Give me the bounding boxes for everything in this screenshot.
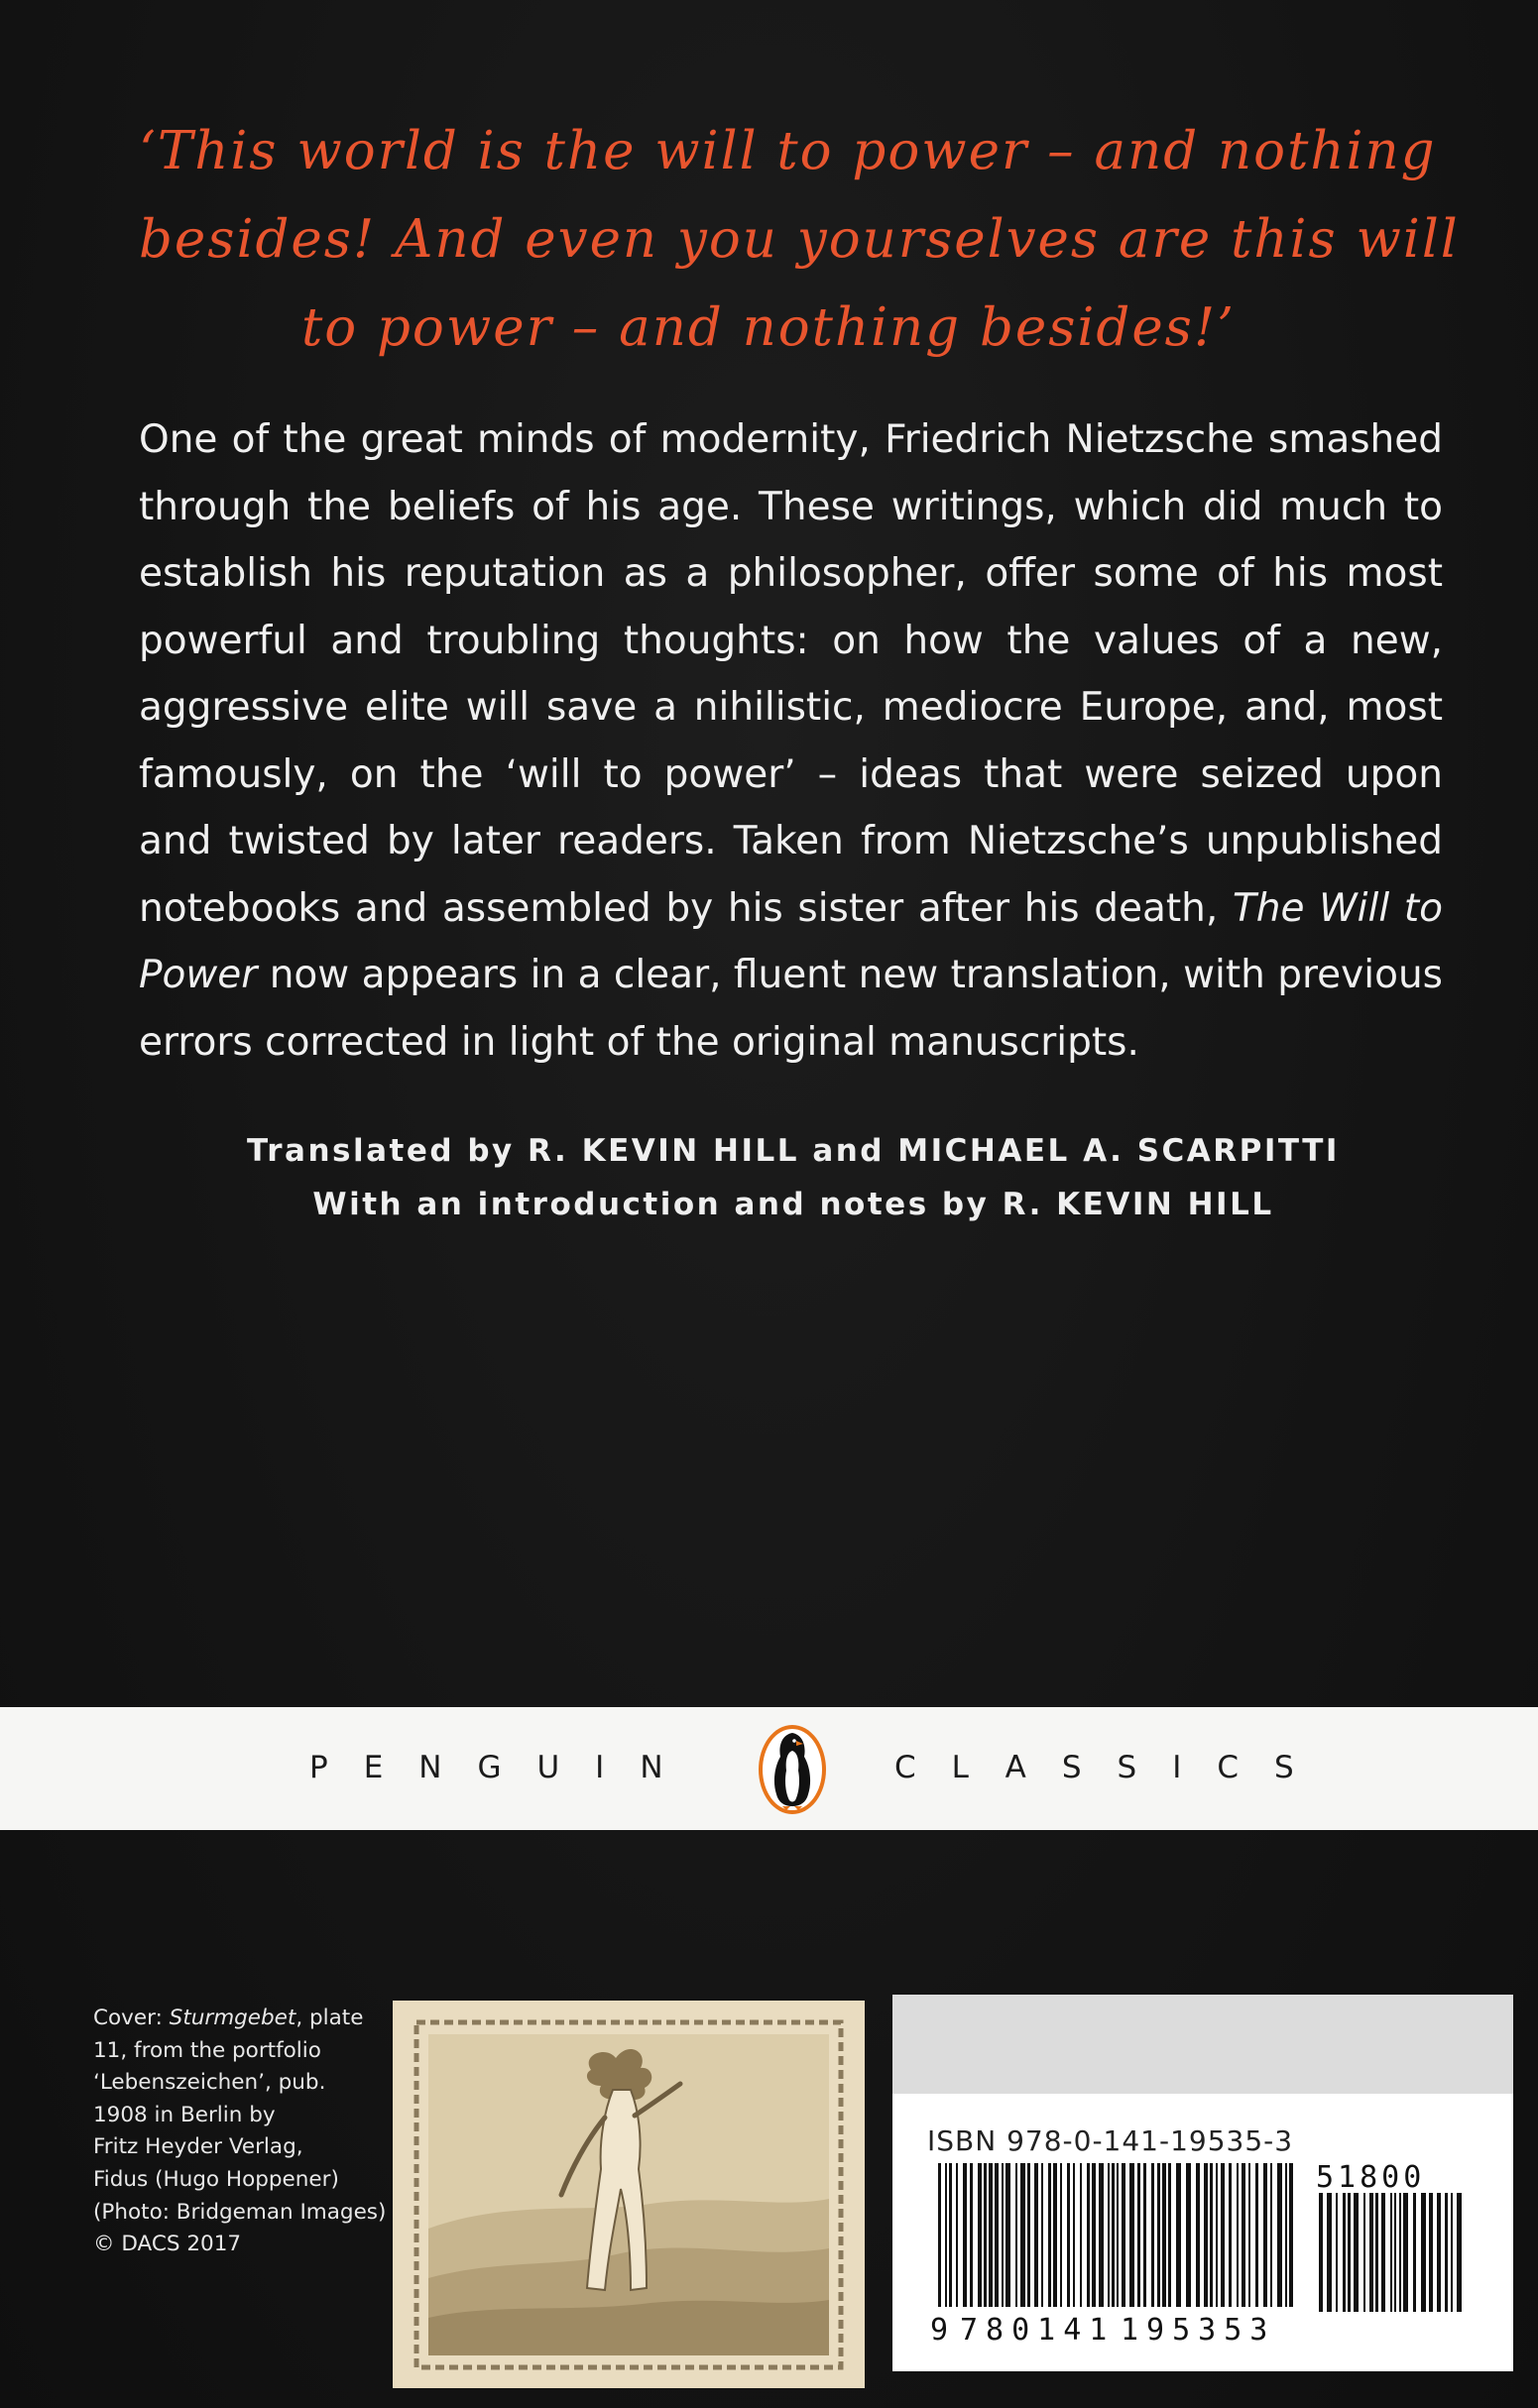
barcode-bar xyxy=(945,2163,947,2307)
barcode-bar xyxy=(1027,2163,1030,2307)
barcode-bar xyxy=(1451,2193,1453,2312)
blurb-line: powerful and troubling thoughts: on how the values of a new, xyxy=(139,618,1443,663)
barcode-bar xyxy=(1421,2193,1426,2312)
barcode-bar xyxy=(1006,2163,1010,2307)
barcode-bar xyxy=(1242,2163,1245,2307)
barcode-bar xyxy=(1381,2193,1385,2312)
barcode-bar xyxy=(1394,2193,1396,2312)
barcode-bar xyxy=(1221,2163,1225,2307)
credit-line: ‘Lebenszeichen’, pub. xyxy=(93,2070,326,2096)
barcode-bar xyxy=(1041,2163,1043,2307)
barcode-bar xyxy=(1053,2163,1057,2307)
barcode-bar xyxy=(995,2163,999,2307)
blurb-line: aggressive elite will save a nihilistic, mediocre Europe, and, most xyxy=(139,685,1443,730)
barcode-bar xyxy=(1457,2193,1462,2312)
barcode-bar xyxy=(1151,2163,1154,2307)
barcode-bar xyxy=(1117,2163,1119,2307)
barcode-bar xyxy=(1343,2193,1346,2312)
barcode-bar xyxy=(1413,2193,1416,2312)
penguin-wordmark: PENGUIN xyxy=(309,1750,699,1785)
blurb-line: and twisted by later readers. Taken from Nietzsche’s unpublished xyxy=(139,819,1443,863)
barcode-bar xyxy=(956,2163,958,2307)
barcode-bar xyxy=(1092,2163,1096,2307)
barcode-bar xyxy=(984,2163,987,2307)
barcode-bar xyxy=(1429,2193,1433,2312)
credit-line: Fidus (Hugo Hoppener) xyxy=(93,2166,339,2192)
credit-text: , plate xyxy=(296,2006,364,2030)
barcode-bar xyxy=(1157,2163,1160,2307)
barcode-bar xyxy=(1255,2163,1258,2307)
credits xyxy=(139,1124,1448,1231)
barcode-bar xyxy=(1327,2193,1332,2312)
barcode-bar xyxy=(1390,2193,1392,2312)
blurb-line xyxy=(139,875,1443,943)
barcode-bar xyxy=(1087,2163,1090,2307)
barcode-bar xyxy=(1270,2163,1272,2307)
barcode-panel-header xyxy=(892,1995,1513,2094)
translator-credit: Translated by R. KEVIN HILL and MICHAEL A. SCARPITTI xyxy=(247,1133,1340,1169)
cover-credit xyxy=(93,2003,391,2261)
barcode-bar xyxy=(1348,2193,1351,2312)
barcode-bar xyxy=(1375,2193,1378,2312)
barcode-bar xyxy=(1067,2163,1070,2307)
quote-line: ‘This world is the will to power – and nothing xyxy=(139,121,1437,181)
barcode-bar xyxy=(1002,2163,1004,2307)
blurb-line xyxy=(139,942,1443,1009)
credit-line xyxy=(93,2003,391,2035)
credit-line: Fritz Heyder Verlag, xyxy=(93,2134,303,2160)
barcode-bar xyxy=(1319,2193,1323,2312)
cover-artwork-thumbnail xyxy=(393,2001,865,2388)
barcode-bars xyxy=(938,2163,1293,2307)
credit-line: (Photo: Bridgeman Images) xyxy=(93,2199,387,2225)
barcode-bar xyxy=(1263,2163,1267,2307)
blurb-line: errors corrected in light of the original manuscripts. xyxy=(139,1019,1139,1065)
barcode-bar xyxy=(1285,2163,1287,2307)
barcode-bar xyxy=(1129,2163,1134,2307)
barcode-bar xyxy=(938,2163,941,2307)
barcode-bar xyxy=(1143,2163,1146,2307)
isbn-number: ISBN 978-0-141-19535-3 xyxy=(927,2124,1294,2157)
barcode-bar xyxy=(1210,2163,1213,2307)
barcode-bar xyxy=(1073,2163,1075,2307)
barcode-bar xyxy=(1186,2163,1191,2307)
book-title: Power xyxy=(139,953,258,997)
quote-line: to power – and nothing besides!’ xyxy=(300,297,1237,358)
barcode-bar xyxy=(1204,2163,1208,2307)
barcode-bar xyxy=(1216,2163,1218,2307)
barcode-bar xyxy=(1108,2163,1110,2307)
barcode-bar xyxy=(1354,2193,1359,2312)
credit-prefix: Cover: xyxy=(93,2006,170,2030)
price-barcode-bars xyxy=(1319,2193,1462,2312)
barcode-bar xyxy=(1080,2163,1082,2307)
classics-wordmark: CLASSICS xyxy=(894,1750,1330,1785)
barcode-bar xyxy=(1112,2163,1115,2307)
book-title: The Will to xyxy=(1232,885,1443,931)
barcode-bar xyxy=(1363,2193,1365,2312)
barcode-bar xyxy=(1237,2163,1239,2307)
credit-line: © DACS 2017 xyxy=(93,2232,242,2257)
barcode-bar xyxy=(1399,2193,1401,2312)
barcode-bar xyxy=(1403,2193,1408,2312)
artwork-title: Sturmgebet xyxy=(169,2006,296,2030)
barcode-right-digits: 195353 xyxy=(1121,2313,1276,2348)
barcode-bar xyxy=(949,2163,952,2307)
barcode-bar xyxy=(1060,2163,1062,2307)
barcode-bar xyxy=(1277,2163,1282,2307)
barcode-bar xyxy=(970,2163,973,2307)
credit-line: 1908 in Berlin by xyxy=(93,2102,276,2127)
barcode-bar xyxy=(1034,2163,1038,2307)
quote-line: besides! And even you yourselves are this will xyxy=(139,209,1460,270)
barcode-bar xyxy=(989,2163,993,2307)
price-code: 51800 xyxy=(1316,2160,1426,2195)
barcode-bar xyxy=(1437,2193,1441,2312)
barcode-bar xyxy=(978,2163,982,2307)
penguin-logo-icon xyxy=(757,1723,828,1816)
blurb-text: notebooks and assembled by his sister after his death, xyxy=(139,885,1219,931)
barcode-bar xyxy=(1248,2163,1250,2307)
barcode-bar xyxy=(1122,2163,1125,2307)
blurb-line: famously, on the ‘will to power’ – ideas that were seized upon xyxy=(139,751,1443,797)
blurb-line: One of the great minds of modernity, Friedrich Nietzsche smashed xyxy=(139,417,1443,462)
barcode-bar xyxy=(1176,2163,1181,2307)
barcode-bar xyxy=(1099,2163,1104,2307)
barcode-bar xyxy=(1048,2163,1051,2307)
barcode-bar xyxy=(1168,2163,1171,2307)
barcode-bar xyxy=(1445,2193,1448,2312)
barcode-bar xyxy=(1229,2163,1232,2307)
barcode-bar xyxy=(1020,2163,1025,2307)
barcode-bar xyxy=(1162,2163,1166,2307)
epigraph-quote xyxy=(139,107,1460,372)
barcode-left-digits: 780141 xyxy=(960,2313,1116,2348)
introduction-credit: With an introduction and notes by R. KEVIN HILL xyxy=(312,1187,1274,1222)
barcode-bar xyxy=(1137,2163,1140,2307)
blurb-text: now appears in a clear, fluent new translation, with previous xyxy=(257,953,1443,997)
barcode-bar xyxy=(1369,2193,1373,2312)
barcode-bar xyxy=(1015,2163,1017,2307)
credit-line: 11, from the portfolio xyxy=(93,2037,321,2063)
barcode-bar xyxy=(1289,2163,1293,2307)
blurb-line: through the beliefs of his age. These writings, which did much to xyxy=(139,484,1443,529)
blurb-paragraph xyxy=(139,406,1443,1076)
barcode-bar xyxy=(963,2163,967,2307)
barcode-bar xyxy=(1336,2193,1338,2312)
barcode-lead-digit: 9 xyxy=(930,2313,949,2348)
barcode-bar xyxy=(1196,2163,1200,2307)
blurb-line: establish his reputation as a philosopher, offer some of his most xyxy=(139,551,1443,596)
